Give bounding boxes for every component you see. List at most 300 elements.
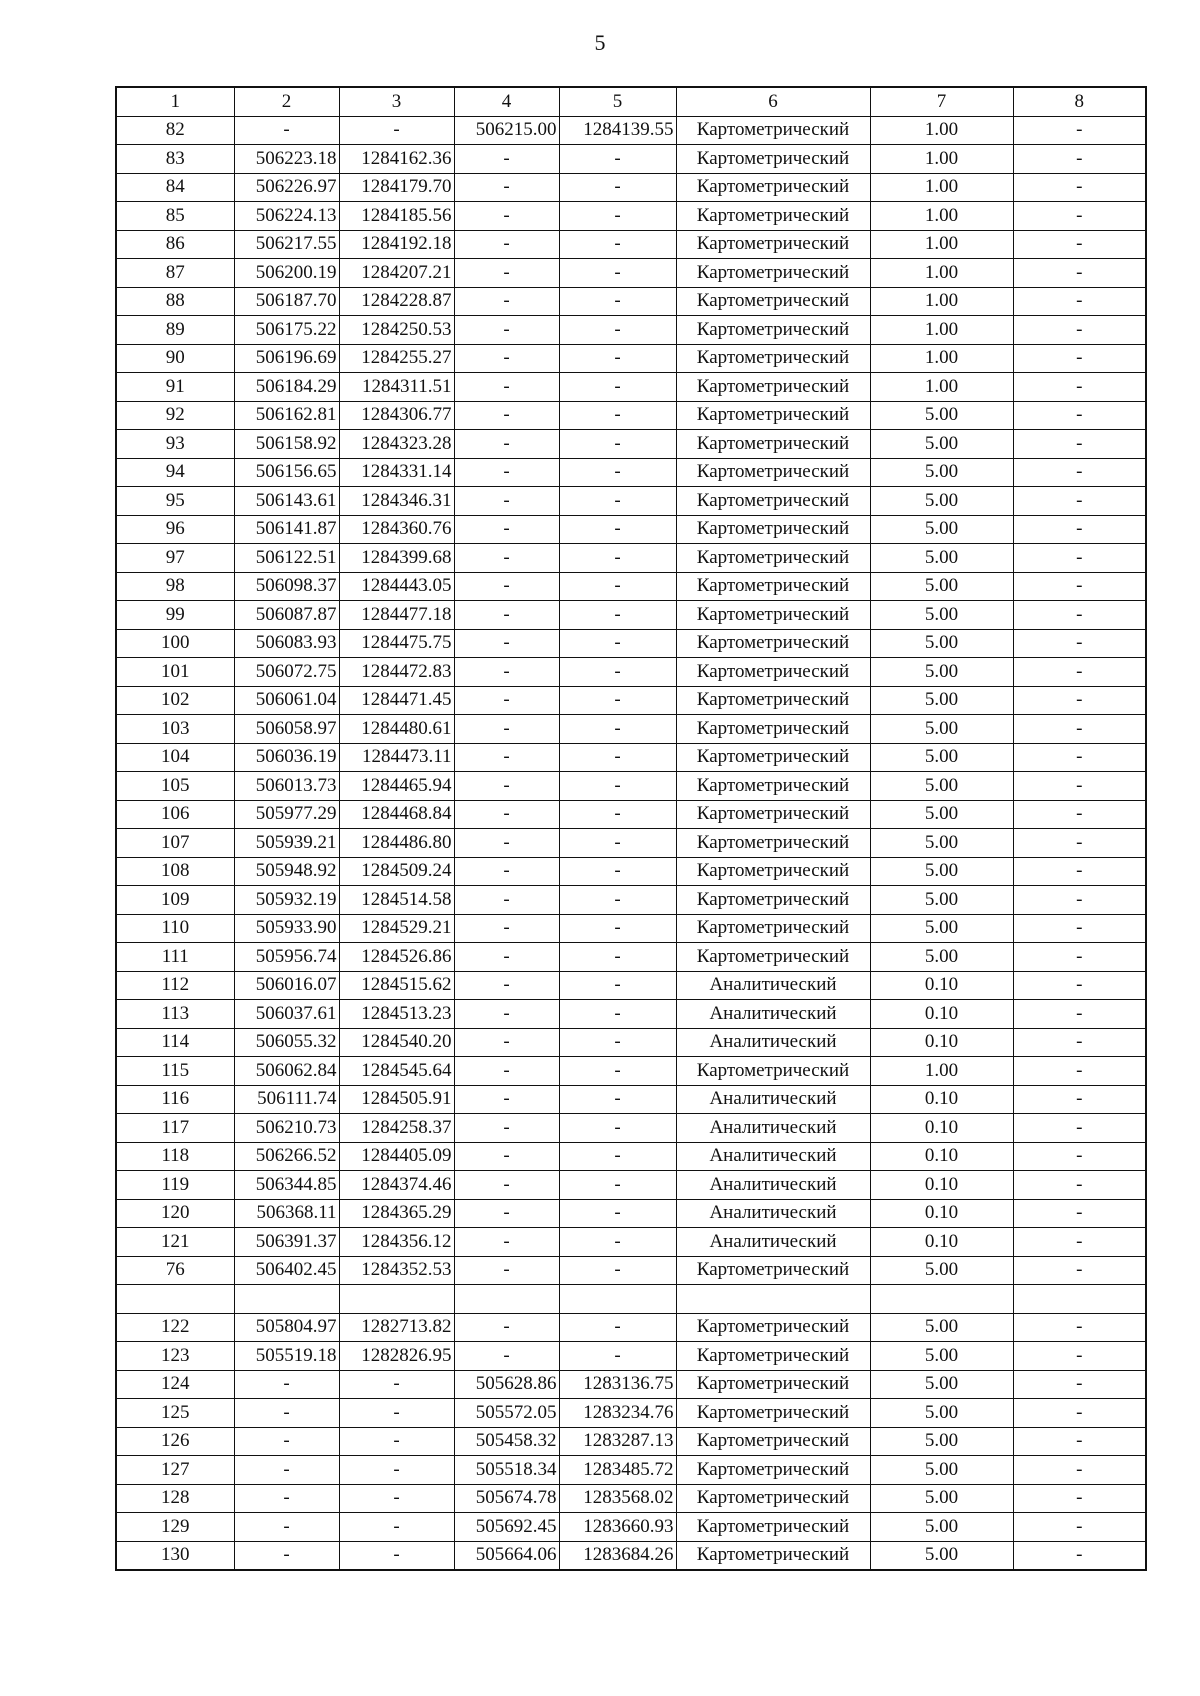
table-cell: 505458.32 — [454, 1427, 559, 1456]
table-cell: 5.00 — [870, 430, 1013, 459]
table-cell: - — [454, 259, 559, 288]
table-cell: - — [559, 572, 676, 601]
table-cell: - — [454, 1313, 559, 1342]
table-cell: 506184.29 — [234, 373, 339, 402]
table-cell: 506158.92 — [234, 430, 339, 459]
table-cell: - — [559, 743, 676, 772]
column-header: 1 — [116, 87, 234, 116]
table-cell: 1284514.58 — [339, 886, 454, 915]
table-cell: - — [1013, 1028, 1146, 1057]
table-cell: - — [559, 1085, 676, 1114]
table-cell: 108 — [116, 857, 234, 886]
table-cell: 1284250.53 — [339, 316, 454, 345]
table-cell: - — [1013, 658, 1146, 687]
table-cell: Картометрический — [676, 1313, 870, 1342]
table-cell: 5.00 — [870, 886, 1013, 915]
table-cell: - — [454, 829, 559, 858]
table-cell: - — [1013, 316, 1146, 345]
table-cell: - — [454, 145, 559, 174]
table-cell: - — [454, 515, 559, 544]
table-cell: - — [1013, 458, 1146, 487]
table-cell: 5.00 — [870, 686, 1013, 715]
table-cell: 1284207.21 — [339, 259, 454, 288]
table-cell: - — [1013, 1370, 1146, 1399]
table-cell: Картометрический — [676, 1256, 870, 1285]
table-cell: 1284471.45 — [339, 686, 454, 715]
table-cell — [454, 1285, 559, 1314]
table-cell: Аналитический — [676, 971, 870, 1000]
table-row — [116, 373, 1146, 402]
table-cell: 102 — [116, 686, 234, 715]
table-row — [116, 1028, 1146, 1057]
table-cell: - — [559, 458, 676, 487]
table-row — [116, 145, 1146, 174]
table-cell: - — [559, 430, 676, 459]
table-cell: 5.00 — [870, 658, 1013, 687]
table-cell: 505572.05 — [454, 1399, 559, 1428]
table-cell: Картометрический — [676, 857, 870, 886]
table-cell: 5.00 — [870, 800, 1013, 829]
table-cell: - — [1013, 544, 1146, 573]
table-cell: 129 — [116, 1513, 234, 1542]
table-cell: - — [1013, 1541, 1146, 1570]
table-cell: 1284526.86 — [339, 943, 454, 972]
table-row — [116, 1399, 1146, 1428]
table-cell: - — [1013, 202, 1146, 231]
table-cell: - — [339, 1456, 454, 1485]
table-cell: Аналитический — [676, 1114, 870, 1143]
table-cell: - — [454, 1256, 559, 1285]
table-cell: Картометрический — [676, 202, 870, 231]
table-cell: - — [234, 1541, 339, 1570]
table-cell: Картометрический — [676, 515, 870, 544]
table-cell: 506058.97 — [234, 715, 339, 744]
table-cell: - — [1013, 1171, 1146, 1200]
table-cell: Аналитический — [676, 1085, 870, 1114]
table-cell: - — [1013, 1313, 1146, 1342]
table-cell: 107 — [116, 829, 234, 858]
table-cell: - — [454, 686, 559, 715]
table-cell: 5.00 — [870, 1456, 1013, 1485]
table-row — [116, 914, 1146, 943]
table-cell: - — [559, 145, 676, 174]
table-cell: 128 — [116, 1484, 234, 1513]
table-cell: - — [1013, 686, 1146, 715]
table-cell: - — [454, 1000, 559, 1029]
table-cell: 1284179.70 — [339, 173, 454, 202]
table-row — [116, 344, 1146, 373]
table-row — [116, 800, 1146, 829]
table-cell: Картометрический — [676, 145, 870, 174]
table-cell: Картометрический — [676, 1057, 870, 1086]
table-cell: 505977.29 — [234, 800, 339, 829]
table-cell: 1.00 — [870, 230, 1013, 259]
table-cell: - — [454, 1057, 559, 1086]
table-cell: - — [1013, 1427, 1146, 1456]
table-cell: - — [559, 886, 676, 915]
table-cell: Картометрический — [676, 458, 870, 487]
table-cell: - — [454, 373, 559, 402]
table-cell: 506098.37 — [234, 572, 339, 601]
table-cell: 1284443.05 — [339, 572, 454, 601]
table-cell: 506266.52 — [234, 1142, 339, 1171]
table-cell: 506344.85 — [234, 1171, 339, 1200]
table-cell: - — [1013, 344, 1146, 373]
table-cell: 122 — [116, 1313, 234, 1342]
table-cell: 0.10 — [870, 1199, 1013, 1228]
table-cell: 506175.22 — [234, 316, 339, 345]
table-cell: - — [339, 1399, 454, 1428]
table-cell: Картометрический — [676, 430, 870, 459]
table-cell: - — [454, 1228, 559, 1257]
table-cell: - — [559, 202, 676, 231]
table-cell: 5.00 — [870, 715, 1013, 744]
table-cell: 506061.04 — [234, 686, 339, 715]
table-cell: Картометрический — [676, 715, 870, 744]
table-cell: 505519.18 — [234, 1342, 339, 1371]
table-cell: - — [454, 173, 559, 202]
table-body — [116, 116, 1146, 1570]
table-cell: 1284405.09 — [339, 1142, 454, 1171]
table-cell: 506072.75 — [234, 658, 339, 687]
table-cell: 1284515.62 — [339, 971, 454, 1000]
table-cell: 1.00 — [870, 259, 1013, 288]
table-cell: - — [559, 1313, 676, 1342]
table-cell: - — [454, 202, 559, 231]
table-cell: - — [234, 1370, 339, 1399]
table-cell: - — [454, 772, 559, 801]
table-cell: - — [1013, 259, 1146, 288]
table-cell: - — [559, 1057, 676, 1086]
table-cell: - — [1013, 1000, 1146, 1029]
table-cell: 505932.19 — [234, 886, 339, 915]
table-cell: 1282826.95 — [339, 1342, 454, 1371]
table-cell: 506016.07 — [234, 971, 339, 1000]
table-row — [116, 1199, 1146, 1228]
table-cell: 124 — [116, 1370, 234, 1399]
table-cell: 86 — [116, 230, 234, 259]
table-cell: - — [559, 1028, 676, 1057]
table-cell: 1284356.12 — [339, 1228, 454, 1257]
table-cell: 506200.19 — [234, 259, 339, 288]
table-cell: - — [339, 1541, 454, 1570]
table-cell: 5.00 — [870, 743, 1013, 772]
table-cell: - — [1013, 1256, 1146, 1285]
table-cell: - — [559, 1142, 676, 1171]
table-cell: 1284472.83 — [339, 658, 454, 687]
table-cell: - — [454, 487, 559, 516]
table-cell: - — [559, 1228, 676, 1257]
table-row — [116, 1456, 1146, 1485]
table-cell: - — [559, 1114, 676, 1143]
table-cell: 109 — [116, 886, 234, 915]
table-cell: - — [559, 487, 676, 516]
table-cell: 113 — [116, 1000, 234, 1029]
table-cell: - — [559, 601, 676, 630]
table-cell: - — [559, 658, 676, 687]
table-cell: - — [559, 373, 676, 402]
table-cell: - — [559, 1342, 676, 1371]
table-cell: - — [559, 772, 676, 801]
table-cell: - — [1013, 287, 1146, 316]
table-row — [116, 287, 1146, 316]
table-cell: - — [454, 316, 559, 345]
table-cell: Картометрический — [676, 772, 870, 801]
table-cell: 5.00 — [870, 1370, 1013, 1399]
table-cell: 5.00 — [870, 458, 1013, 487]
column-header: 2 — [234, 87, 339, 116]
table-cell: 5.00 — [870, 1427, 1013, 1456]
column-header: 3 — [339, 87, 454, 116]
table-cell: 505628.86 — [454, 1370, 559, 1399]
table-row — [116, 572, 1146, 601]
table-row — [116, 829, 1146, 858]
table-row — [116, 401, 1146, 430]
table-cell: 506141.87 — [234, 515, 339, 544]
table-cell: 1284352.53 — [339, 1256, 454, 1285]
table-row — [116, 173, 1146, 202]
table-cell: - — [559, 544, 676, 573]
table-row — [116, 1000, 1146, 1029]
table-cell: - — [559, 1199, 676, 1228]
table-cell: 0.10 — [870, 1114, 1013, 1143]
table-cell: - — [454, 800, 559, 829]
table-cell: Картометрический — [676, 572, 870, 601]
table-cell: - — [1013, 1399, 1146, 1428]
table-cell: 1284475.75 — [339, 629, 454, 658]
table-row — [116, 1513, 1146, 1542]
table-cell: 1283136.75 — [559, 1370, 676, 1399]
table-cell: 1284465.94 — [339, 772, 454, 801]
table-cell: 506062.84 — [234, 1057, 339, 1086]
table-cell: 505664.06 — [454, 1541, 559, 1570]
table-row — [116, 658, 1146, 687]
table-cell: - — [454, 344, 559, 373]
table-cell: Картометрический — [676, 629, 870, 658]
table-cell: 5.00 — [870, 914, 1013, 943]
table-cell: 0.10 — [870, 1085, 1013, 1114]
table-cell: 506087.87 — [234, 601, 339, 630]
table-cell: 93 — [116, 430, 234, 459]
table-row — [116, 230, 1146, 259]
table-cell: - — [454, 743, 559, 772]
table-cell: Картометрический — [676, 1513, 870, 1542]
table-cell: 87 — [116, 259, 234, 288]
column-header: 7 — [870, 87, 1013, 116]
table-cell: - — [559, 943, 676, 972]
table-header-row — [116, 87, 1146, 116]
table-cell: 1284162.36 — [339, 145, 454, 174]
table-cell: Картометрический — [676, 658, 870, 687]
table-row — [116, 202, 1146, 231]
table-cell: 106 — [116, 800, 234, 829]
table-cell: - — [234, 1456, 339, 1485]
table-cell: 101 — [116, 658, 234, 687]
table-cell: 1284505.91 — [339, 1085, 454, 1114]
table-cell: - — [454, 914, 559, 943]
table-cell: - — [559, 316, 676, 345]
table-cell: 5.00 — [870, 1513, 1013, 1542]
table-cell: 76 — [116, 1256, 234, 1285]
table-cell: - — [1013, 914, 1146, 943]
table-cell: Аналитический — [676, 1171, 870, 1200]
column-header: 4 — [454, 87, 559, 116]
table-row — [116, 259, 1146, 288]
table-cell: Аналитический — [676, 1228, 870, 1257]
table-cell: 5.00 — [870, 401, 1013, 430]
table-cell: - — [454, 287, 559, 316]
table-cell: 506223.18 — [234, 145, 339, 174]
table-cell: - — [1013, 116, 1146, 145]
table-cell: 5.00 — [870, 857, 1013, 886]
table-cell: - — [454, 857, 559, 886]
table-row — [116, 316, 1146, 345]
table-cell: Картометрический — [676, 487, 870, 516]
table-cell: 0.10 — [870, 1000, 1013, 1029]
table-cell: 0.10 — [870, 1142, 1013, 1171]
table-cell: 117 — [116, 1114, 234, 1143]
table-cell — [559, 1285, 676, 1314]
table-cell: 1284374.46 — [339, 1171, 454, 1200]
table-cell: - — [454, 458, 559, 487]
table-cell: 0.10 — [870, 971, 1013, 1000]
table-cell: 104 — [116, 743, 234, 772]
table-cell: 1.00 — [870, 1057, 1013, 1086]
column-header: 5 — [559, 87, 676, 116]
table-row — [116, 430, 1146, 459]
table-cell: 1284365.29 — [339, 1199, 454, 1228]
table-cell: 505674.78 — [454, 1484, 559, 1513]
table-cell: Картометрический — [676, 829, 870, 858]
table-cell: 116 — [116, 1085, 234, 1114]
table-cell: Картометрический — [676, 886, 870, 915]
table-row — [116, 458, 1146, 487]
table-cell: 1284473.11 — [339, 743, 454, 772]
table-cell: - — [1013, 145, 1146, 174]
table-cell: 96 — [116, 515, 234, 544]
table-cell: 1283684.26 — [559, 1541, 676, 1570]
table-cell: - — [454, 401, 559, 430]
table-cell: 1283287.13 — [559, 1427, 676, 1456]
table-cell: - — [454, 1142, 559, 1171]
table-cell: 92 — [116, 401, 234, 430]
table-cell: - — [1013, 401, 1146, 430]
table-cell: 506037.61 — [234, 1000, 339, 1029]
table-cell: - — [454, 886, 559, 915]
table-cell: - — [559, 1171, 676, 1200]
table-cell: 126 — [116, 1427, 234, 1456]
table-cell: - — [454, 1199, 559, 1228]
table-cell: 100 — [116, 629, 234, 658]
table-cell: 505939.21 — [234, 829, 339, 858]
table-cell: 1284228.87 — [339, 287, 454, 316]
table-cell: - — [1013, 173, 1146, 202]
table-row — [116, 772, 1146, 801]
table-cell: Картометрический — [676, 344, 870, 373]
table-cell: - — [1013, 1484, 1146, 1513]
table-cell: Аналитический — [676, 1000, 870, 1029]
table-cell: - — [559, 287, 676, 316]
table-cell — [339, 1285, 454, 1314]
table-row — [116, 1484, 1146, 1513]
table-cell: 0.10 — [870, 1171, 1013, 1200]
table-cell: - — [559, 230, 676, 259]
table-cell: 5.00 — [870, 487, 1013, 516]
coordinates-table — [115, 86, 1147, 1571]
table-cell: Картометрический — [676, 601, 870, 630]
table-cell: - — [454, 715, 559, 744]
table-cell: 5.00 — [870, 943, 1013, 972]
table-cell: - — [1013, 829, 1146, 858]
table-row — [116, 971, 1146, 1000]
table-cell: - — [454, 430, 559, 459]
table-cell: Картометрический — [676, 1484, 870, 1513]
table-cell: Аналитический — [676, 1142, 870, 1171]
table-cell — [870, 1285, 1013, 1314]
table-cell: 1284529.21 — [339, 914, 454, 943]
table-cell: 506196.69 — [234, 344, 339, 373]
table-cell: 114 — [116, 1028, 234, 1057]
table-cell: - — [1013, 1142, 1146, 1171]
table-cell: 505948.92 — [234, 857, 339, 886]
table-cell: - — [454, 1114, 559, 1143]
table-cell: 1284360.76 — [339, 515, 454, 544]
table-cell: - — [339, 1484, 454, 1513]
table-row — [116, 686, 1146, 715]
table-cell: 506036.19 — [234, 743, 339, 772]
table-cell: 1282713.82 — [339, 1313, 454, 1342]
table-cell: 1.00 — [870, 287, 1013, 316]
table-cell: 506143.61 — [234, 487, 339, 516]
table-row — [116, 1427, 1146, 1456]
table-cell: 1284399.68 — [339, 544, 454, 573]
table-cell: Картометрический — [676, 116, 870, 145]
table-cell: 82 — [116, 116, 234, 145]
table-cell: - — [1013, 715, 1146, 744]
table-cell: - — [559, 344, 676, 373]
table-cell: 1284255.27 — [339, 344, 454, 373]
table-cell: Картометрический — [676, 316, 870, 345]
table-row — [116, 1171, 1146, 1200]
table-row — [116, 1256, 1146, 1285]
table-cell: - — [1013, 1057, 1146, 1086]
table-cell: - — [234, 1399, 339, 1428]
table-cell: 0.10 — [870, 1028, 1013, 1057]
table-cell: 1284486.80 — [339, 829, 454, 858]
table-cell: 506210.73 — [234, 1114, 339, 1143]
table-cell: 1284480.61 — [339, 715, 454, 744]
table-cell: 506226.97 — [234, 173, 339, 202]
table-cell: 1.00 — [870, 344, 1013, 373]
table-cell: 506187.70 — [234, 287, 339, 316]
table-cell: - — [1013, 1342, 1146, 1371]
table-cell: - — [1013, 572, 1146, 601]
table-cell: 506217.55 — [234, 230, 339, 259]
table-cell: - — [559, 515, 676, 544]
table-cell: - — [339, 1427, 454, 1456]
table-cell: 95 — [116, 487, 234, 516]
table-cell: 127 — [116, 1456, 234, 1485]
table-cell: 1284192.18 — [339, 230, 454, 259]
table-cell: - — [1013, 1228, 1146, 1257]
table-cell: - — [1013, 800, 1146, 829]
table-cell: 5.00 — [870, 1541, 1013, 1570]
table-cell: - — [1013, 629, 1146, 658]
table-cell: 5.00 — [870, 544, 1013, 573]
column-header: 6 — [676, 87, 870, 116]
table-cell: 5.00 — [870, 515, 1013, 544]
table-cell: 505933.90 — [234, 914, 339, 943]
